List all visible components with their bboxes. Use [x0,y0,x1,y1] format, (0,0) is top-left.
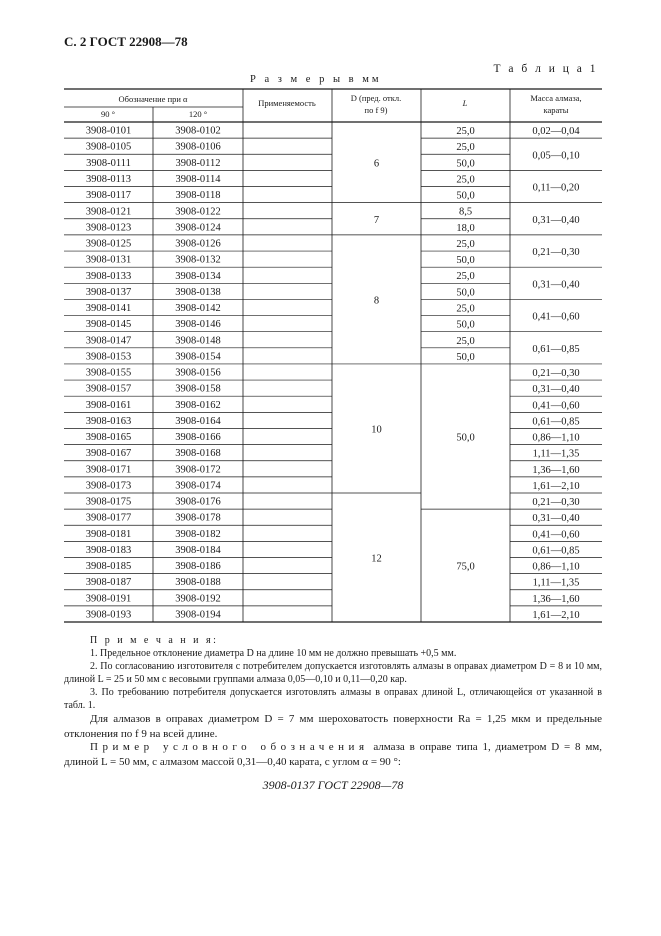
designation-120-cell: 3908-0178 [175,512,221,524]
header-length: L [462,98,468,108]
designation-120-cell: 3908-0166 [175,432,221,444]
designation-120-cell: 3908-0106 [175,141,221,153]
designation-90-cell: 3908-0177 [85,512,132,524]
length-cell: 18,0 [456,222,475,234]
table-grid [64,89,602,622]
mass-cell: 0,31—0,40 [532,214,580,226]
designation-120-cell: 3908-0162 [175,399,221,411]
length-cell: 50,0 [456,351,475,363]
diameter-cell: 10 [371,424,382,436]
length-cell: 8,5 [458,206,473,218]
designation-120-cell: 3908-0158 [175,383,221,395]
designation-90-cell: 3908-0123 [85,222,132,234]
length-cell: 25,0 [456,271,475,283]
length-cell: 50,0 [456,255,475,267]
notes-title: П р и м е ч а н и я: [90,635,219,646]
designation-120-cell: 3908-0154 [175,351,221,363]
designation-90-cell: 3908-0161 [85,399,132,411]
designation-90-cell: 3908-0163 [85,415,132,427]
header-mass-line1: Масса алмаза, [530,93,582,103]
designation-90-cell: 3908-0131 [85,254,132,266]
note-1: 1. Предельное отклонение диаметра D на длине 10 мм не должно превышать +0,5 мм. [90,648,457,659]
designation-120-cell: 3908-0186 [175,561,221,573]
designation-120-cell: 3908-0176 [175,496,221,508]
designation-120-cell: 3908-0122 [175,206,221,218]
designation-120-cell: 3908-0192 [175,593,221,605]
designation-120-cell: 3908-0112 [175,157,221,169]
table-header [101,93,582,119]
designation-120-cell: 3908-0132 [175,254,221,266]
mass-cell: 1,61—2,10 [532,480,580,492]
example-paragraph [64,740,602,769]
table-body [86,126,581,621]
designation-90-cell: 3908-0137 [85,286,132,298]
mass-cell: 0,31—0,40 [532,279,580,291]
designation-90-cell: 3908-0155 [85,367,132,379]
diameter-cell: 12 [371,553,382,565]
designation-90-cell: 3908-0147 [85,335,132,347]
length-cell: 25,0 [456,335,475,347]
length-cell: 25,0 [456,174,475,186]
length-cell: 50,0 [456,432,475,444]
header-mass-line2: караты [543,105,569,115]
designation-120-cell: 3908-0114 [175,173,221,185]
designation-120-cell: 3908-0174 [175,480,221,492]
designation-90-cell: 3908-0173 [85,480,132,492]
designation-120-cell: 3908-0172 [175,464,221,476]
designation-120-cell: 3908-0184 [175,544,221,556]
designation-90-cell: 3908-0133 [85,270,132,282]
designation-120-cell: 3908-0138 [175,286,221,298]
table-caption: Р а з м е р ы в мм [250,74,382,85]
designation-120-cell: 3908-0168 [175,448,221,460]
designation-90-cell: 3908-0167 [85,448,132,460]
mass-cell: 0,41—0,60 [532,311,580,323]
designation-120-cell: 3908-0194 [175,609,221,621]
diameter-cell: 7 [373,214,380,226]
designation-120-cell: 3908-0126 [175,238,221,250]
note-2: 2. По согласованию изготовителя с потребителем допускается изготовлять алмазы в оправах диаметром D = 8 и 10 мм, длиной L = 25 и 50 мм с весовыми группами алмаза 0,05—0,10 и 0,11—0,20 кар. [64,661,602,685]
length-cell: 50,0 [456,190,475,202]
mass-cell: 0,41—0,60 [532,529,580,541]
designation-90-cell: 3908-0157 [85,383,132,395]
designation-90-cell: 3908-0117 [85,190,132,202]
header-diameter-line1: D (пред. откл. [350,93,402,103]
designation-120-cell: 3908-0124 [175,222,221,234]
mass-cell: 0,31—0,40 [532,513,580,525]
length-cell: 25,0 [456,142,475,154]
length-cell: 50,0 [456,319,475,331]
mass-cell: 0,21—0,30 [532,368,580,380]
designation-90-cell: 3908-0153 [85,351,132,363]
example-text [64,740,602,769]
mass-cell: 0,86—1,10 [532,432,580,444]
designation-90-cell: 3908-0187 [85,577,132,589]
roughness-text: Для алмазов в оправах диаметром D = 7 мм шероховатость поверхности Ra = 1,25 мкм и предельные отклонения по f 9 на всей длине. [64,713,602,740]
length-cell: 50,0 [456,287,475,299]
mass-cell: 0,21—0,30 [532,247,580,259]
designation-120-cell: 3908-0142 [175,303,221,315]
header-diameter-line2: по f 9) [364,105,388,115]
mass-cell: 0,02—0,04 [532,126,580,138]
mass-cell: 0,41—0,60 [532,400,580,412]
diameter-cell: 8 [373,295,380,307]
length-cell: 75,0 [456,561,475,573]
designation-120-cell: 3908-0134 [175,270,221,282]
designation-90-cell: 3908-0193 [85,609,132,621]
mass-cell: 0,61—0,85 [532,343,580,355]
mass-cell: 1,11—1,35 [532,577,580,589]
mass-cell: 0,86—1,10 [532,561,580,573]
mass-cell: 1,11—1,35 [532,448,580,460]
mass-cell: 1,36—1,60 [532,464,580,476]
designation-90-cell: 3908-0145 [85,319,132,331]
mass-cell: 1,36—1,60 [532,593,580,605]
designation-90-cell: 3908-0141 [85,303,132,315]
designation-90-cell: 3908-0183 [85,544,132,556]
mass-cell: 1,61—2,10 [532,609,580,621]
mass-cell: 0,61—0,85 [532,545,580,557]
header-angle-90: 90 ° [100,109,116,119]
designation-90-cell: 3908-0181 [85,528,132,540]
designation-90-cell: 3908-0125 [85,238,132,250]
example-body: алмаза в оправе типа 1, диаметром D = 8 мм, длиной L = 50 мм, с алмазом массой 0,31—0,40 карата, с углом α = 90 °: [64,741,603,768]
diameter-cell: 6 [373,158,380,170]
designation-90-cell: 3908-0165 [85,432,132,444]
designation-90-cell: 3908-0191 [85,593,132,605]
length-cell: 25,0 [456,238,475,250]
designation-90-cell: 3908-0111 [86,157,131,169]
designation-90-cell: 3908-0175 [85,496,132,508]
designation-90-cell: 3908-0113 [85,173,132,185]
designation-120-cell: 3908-0164 [175,415,221,427]
header-designation: Обозначение при α [118,94,188,104]
designation-90-cell: 3908-0185 [85,561,132,573]
table-label: Т а б л и ц а 1 [493,63,598,75]
header-applicability: Применяемость [258,98,316,108]
length-cell: 25,0 [456,303,475,315]
designation-90-cell: 3908-0171 [85,464,132,476]
example-lead: Пример условного обозначения [90,741,369,753]
mass-cell: 0,21—0,30 [532,497,580,509]
designation-120-cell: 3908-0102 [175,125,221,137]
note-3: 3. По требованию потребителя допускается изготовлять алмазы в оправах длиной L, отличающейся от указанной в табл. 1. [64,687,602,711]
header-angle-120: 120 ° [188,109,208,119]
notes-block [64,634,602,712]
designation-90-cell: 3908-0101 [85,125,132,137]
example-designation: 3908-0137 ГОСТ 22908—78 [262,778,404,792]
designation-120-cell: 3908-0118 [175,190,221,202]
mass-cell: 0,61—0,85 [532,416,580,428]
length-cell: 50,0 [456,158,475,170]
mass-cell: 0,31—0,40 [532,384,580,396]
designation-120-cell: 3908-0148 [175,335,221,347]
designation-120-cell: 3908-0188 [175,577,221,589]
mass-cell: 0,05—0,10 [532,150,580,162]
designation-90-cell: 3908-0121 [85,206,132,218]
mass-cell: 0,11—0,20 [532,182,580,194]
length-cell: 25,0 [456,126,475,138]
roughness-paragraph [64,712,602,741]
designation-90-cell: 3908-0105 [85,141,132,153]
designation-120-cell: 3908-0182 [175,528,221,540]
designation-120-cell: 3908-0156 [175,367,221,379]
page-header: С. 2 ГОСТ 22908—78 [64,34,188,49]
designation-120-cell: 3908-0146 [175,319,221,331]
